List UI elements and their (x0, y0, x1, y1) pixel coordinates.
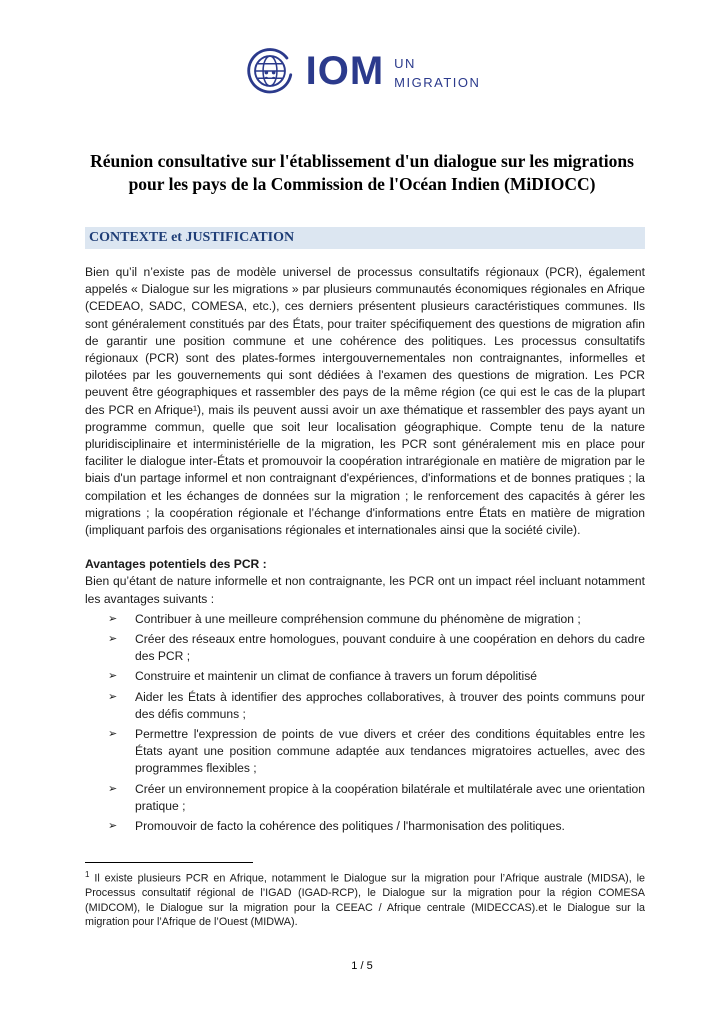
logo-un-label: UN (394, 55, 416, 71)
document-body (85, 227, 645, 835)
arrow-bullet-icon: ➢ (108, 690, 118, 703)
page-title-line2: pour les pays de la Commission de l'Océan Indien (MiDIOCC) (128, 174, 596, 194)
list-item (85, 611, 645, 628)
section-heading-contexte: CONTEXTE et JUSTIFICATION (85, 227, 645, 249)
arrow-bullet-icon: ➢ (108, 670, 118, 683)
arrow-bullet-icon: ➢ (108, 633, 118, 646)
iom-globe-icon (244, 45, 296, 97)
advantages-intro: Bien qu’étant de nature informelle et non contraignante, les PCR ont un impact réel incluant notamment les avantages suivants : (85, 574, 645, 606)
logo-migration-label: MIGRATION (394, 74, 481, 90)
advantages-list (85, 611, 645, 835)
list-item (85, 781, 645, 815)
footnote-divider (85, 862, 253, 863)
list-item (85, 818, 645, 835)
list-item (85, 689, 645, 723)
list-item-text: Promouvoir de facto la cohérence des politiques / l'harmonisation des politiques. (135, 819, 565, 834)
list-item (85, 631, 645, 665)
footnote-text: Il existe plusieurs PCR en Afrique, notamment le Dialogue sur la migration pour l’Afrique australe (MIDSA), le Processus consultatif régional de l’IGAD (IGAD-RCP), le Dialogue sur la migration pour la région COMESA (MIDCOM), le Dialogue sur la migration pour la CEEAC / Afrique centrale (MIDECCAS).et le Dialogue sur la migration pour l’Afrique de l’Ouest (MIDWA). (85, 872, 646, 929)
iom-logo (0, 44, 724, 98)
footnote-area (85, 862, 645, 930)
list-item-text: Créer un environnement propice à la coopération bilatérale et multilatérale avec une orientation pratique ; (135, 781, 645, 813)
arrow-bullet-icon: ➢ (108, 820, 118, 833)
logo-wordmark: IOM (305, 49, 385, 93)
list-item (85, 668, 645, 685)
page-title (60, 150, 664, 196)
arrow-bullet-icon: ➢ (108, 728, 118, 741)
page-title-line1: Réunion consultative sur l'établissement d'un dialogue sur les migrations (90, 151, 634, 171)
list-item-text: Contribuer à une meilleure compréhension commune du phénomène de migration ; (135, 611, 581, 626)
footnote-marker: 1 (85, 870, 90, 879)
arrow-bullet-icon: ➢ (108, 782, 118, 795)
list-item-text: Aider les États à identifier des approches collaboratives, à trouver des points communs pour des défis communs ; (135, 689, 645, 721)
page-number: 1 / 5 (351, 960, 373, 972)
arrow-bullet-icon: ➢ (108, 612, 118, 625)
advantages-heading: Avantages potentiels des PCR : (85, 557, 267, 572)
logo-un-migration (394, 54, 480, 89)
list-item-text: Construire et maintenir un climat de confiance à travers un forum dépolitisé (135, 669, 537, 684)
list-item-text: Permettre l'expression de points de vue divers et créer des conditions équitables entre les États ayant une position commune adaptée aux tendances migratoires actuelles, avec des programmes flexibles ; (135, 727, 645, 776)
list-item (85, 726, 645, 778)
context-paragraph: Bien qu’il n’existe pas de modèle universel de processus consultatifs régionaux (PCR), également appelés « Dialogue sur les migrations » par plusieurs communautés économiques régionales en Afrique (CEDEAO, SADC, COMESA, etc.), ces derniers présentent plusieurs caractéristiques communes. Ils sont généralement constitués par des États, pour traiter spécifiquement des questions de migration afin de garantir une position commune et une cohérence des politiques. Les processus consultatifs régionaux (PCR) sont des plates-formes intergouvernementales non contraignantes, informelles et pilotées par les gouvernements qui sont dédiées à l'examen des questions de migration. Les PCR peuvent être géographiques et rassembler des pays de la même région (ce qui est le cas de la plupart des PCR en Afrique¹), mais ils peuvent aussi avoir un axe thématique et rassembler des pays ayant un programme commun, quelle que soit leur localisation géographique. Compte tenu de la nature pluridisciplinaire et interministérielle de la migration, les PCR sont généralement mis en place pour faciliter le dialogue inter-États et promouvoir la coopération intrarégionale en matière de migration par le biais d'un partage informel et non contraignant d'expériences, d'informations et de bonnes pratiques ; la compilation et les échanges de données sur la migration ; le renforcement des capacités à gérer les migrations ; la coopération régionale et l’échange d'informations entre États en matière de migration (impliquant parfois des organisations régionales et internationales ainsi que la société civile). (85, 265, 645, 538)
footnote (85, 868, 645, 930)
list-item-text: Créer des réseaux entre homologues, pouvant conduire à une coopération en dehors du cadre des PCR ; (135, 632, 645, 664)
